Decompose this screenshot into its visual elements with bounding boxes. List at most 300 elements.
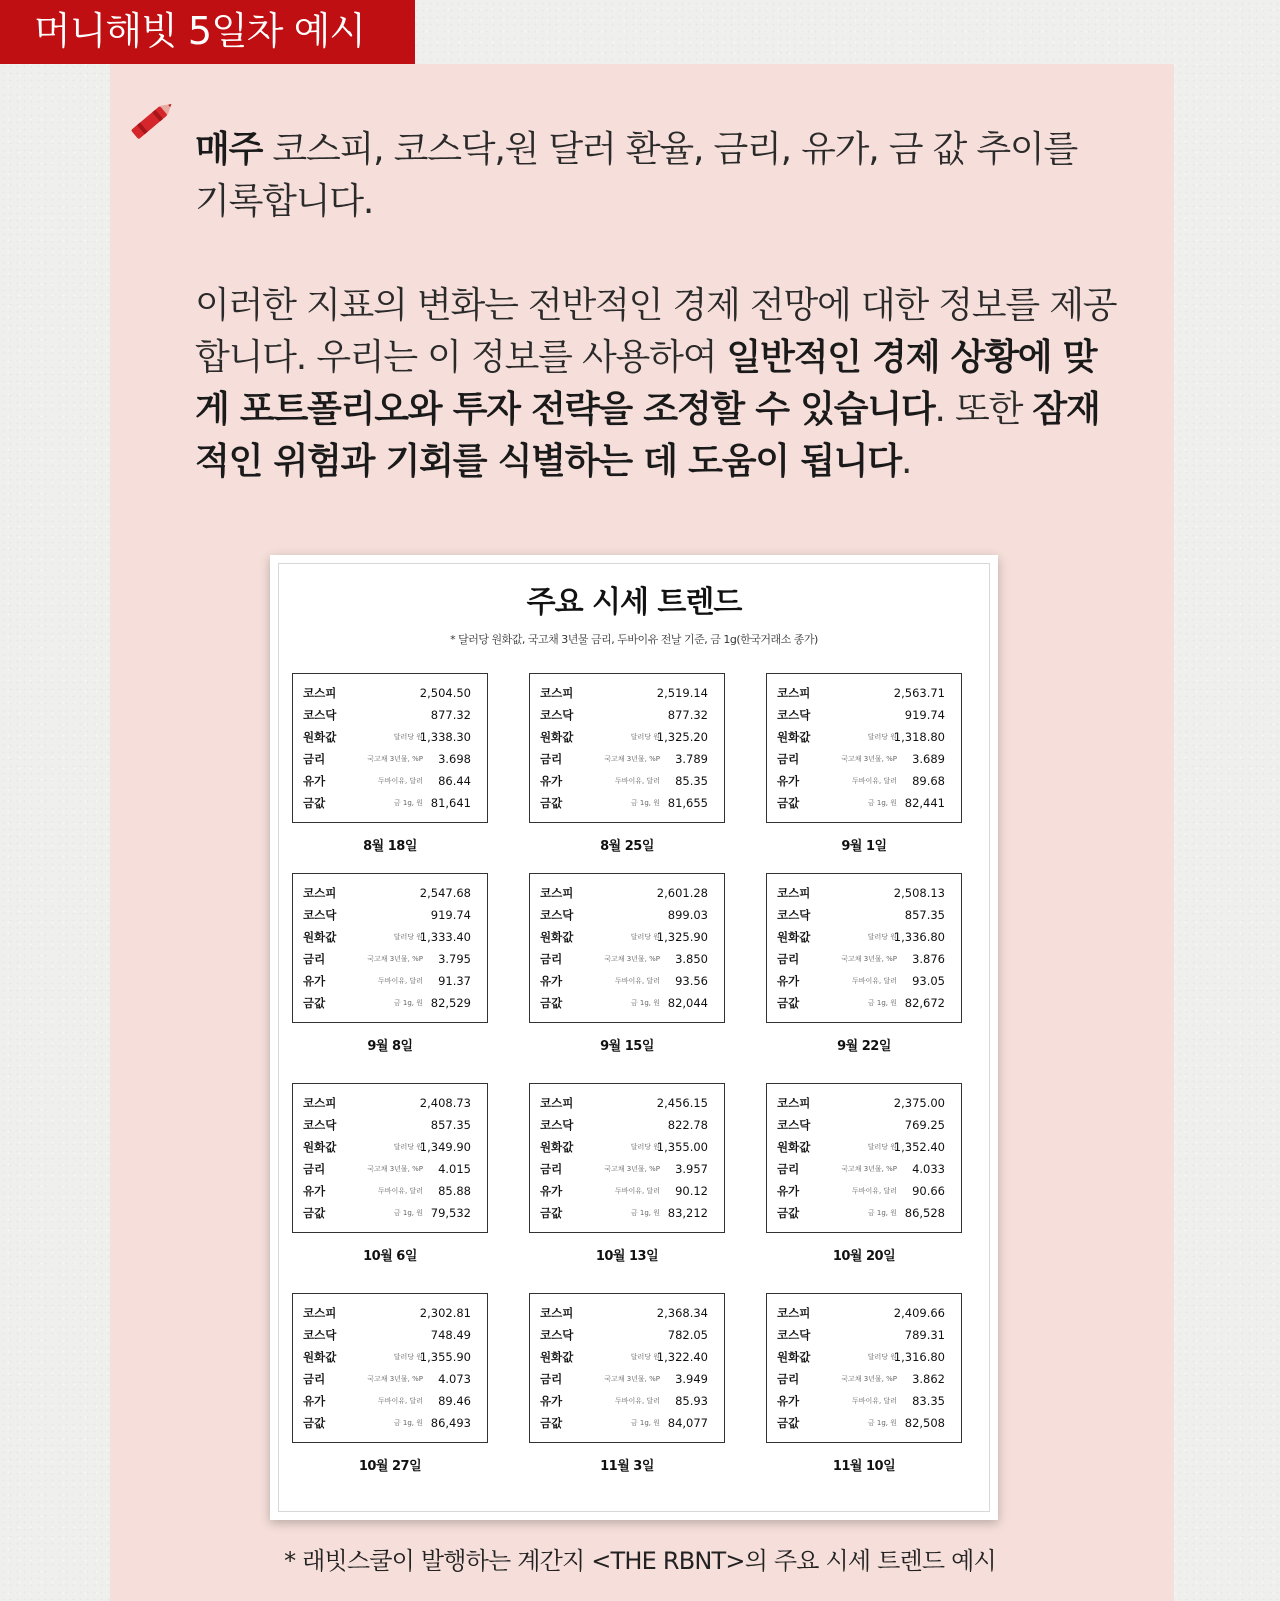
indicator-row bbox=[303, 1158, 477, 1180]
indicator-row bbox=[303, 1346, 477, 1368]
indicator-label: 코스피 bbox=[540, 686, 574, 700]
indicator-unit: 국고채 3년물, %P bbox=[604, 1165, 660, 1173]
indicator-unit: 금 1g, 원 bbox=[867, 799, 897, 807]
indicator-row bbox=[777, 970, 951, 992]
indicator-label: 코스닥 bbox=[777, 908, 811, 922]
indicator-row bbox=[540, 748, 714, 770]
week-card bbox=[766, 1293, 962, 1443]
indicator-label: 금리 bbox=[777, 952, 800, 966]
indicator-row bbox=[777, 1346, 951, 1368]
indicator-value: 82,441 bbox=[904, 796, 945, 810]
indicator-value: 1,325.90 bbox=[656, 930, 708, 944]
indicator-value: 3.949 bbox=[675, 1372, 708, 1386]
indicator-value: 1,349.90 bbox=[419, 1140, 471, 1154]
indicator-row bbox=[303, 1412, 477, 1434]
indicator-value: 3.698 bbox=[438, 752, 471, 766]
week-card bbox=[292, 873, 488, 1023]
indicator-row bbox=[777, 1368, 951, 1390]
indicator-label: 유가 bbox=[303, 974, 326, 988]
indicator-value: 2,375.00 bbox=[893, 1096, 945, 1110]
indicator-row bbox=[540, 882, 714, 904]
indicator-label: 원화값 bbox=[777, 930, 811, 944]
indicator-row bbox=[303, 1324, 477, 1346]
indicator-row bbox=[540, 1202, 714, 1224]
indicator-row bbox=[303, 1136, 477, 1158]
indicator-unit: 국고채 3년물, %P bbox=[367, 755, 423, 763]
sheet-subtitle: * 달러당 원화값, 국고채 3년물 금리, 두바이유 전날 기준, 금 1g(한국거래소 종가) bbox=[450, 633, 818, 646]
indicator-value: 1,355.90 bbox=[419, 1350, 471, 1364]
indicator-unit: 달러당 원 bbox=[393, 933, 423, 941]
indicator-label: 코스닥 bbox=[777, 1118, 811, 1132]
indicator-unit: 국고채 3년물, %P bbox=[367, 1375, 423, 1383]
week-date: 8월 18일 bbox=[363, 839, 417, 854]
indicator-value: 85.88 bbox=[438, 1184, 471, 1198]
indicator-value: 822.78 bbox=[667, 1118, 708, 1132]
indicator-value: 82,672 bbox=[904, 996, 945, 1010]
indicator-row bbox=[777, 926, 951, 948]
indicator-value: 93.56 bbox=[675, 974, 708, 988]
indicator-label: 코스피 bbox=[303, 686, 337, 700]
indicator-row bbox=[303, 1092, 477, 1114]
indicator-value: 3.850 bbox=[675, 952, 708, 966]
indicator-row bbox=[777, 1302, 951, 1324]
indicator-unit: 두바이유, 달러 bbox=[851, 1397, 897, 1405]
sheet-title: 주요 시세 트렌드 bbox=[526, 585, 742, 620]
indicator-unit: 금 1g, 원 bbox=[630, 799, 660, 807]
indicator-row bbox=[540, 1114, 714, 1136]
indicator-value: 2,409.66 bbox=[893, 1306, 945, 1320]
indicator-unit: 두바이유, 달러 bbox=[851, 1187, 897, 1195]
indicator-row bbox=[777, 770, 951, 792]
indicator-row bbox=[777, 792, 951, 814]
indicator-label: 코스닥 bbox=[540, 1328, 574, 1342]
indicator-value: 877.32 bbox=[430, 708, 471, 722]
week-card bbox=[766, 673, 962, 823]
indicator-value: 769.25 bbox=[904, 1118, 945, 1132]
indicator-value: 86,493 bbox=[430, 1416, 471, 1430]
indicator-label: 코스피 bbox=[303, 886, 337, 900]
indicator-row bbox=[777, 748, 951, 770]
indicator-value: 85.35 bbox=[675, 774, 708, 788]
indicator-label: 코스닥 bbox=[303, 908, 337, 922]
indicator-unit: 금 1g, 원 bbox=[393, 1209, 423, 1217]
indicator-label: 원화값 bbox=[303, 1350, 337, 1364]
indicator-value: 1,316.80 bbox=[893, 1350, 945, 1364]
indicator-label: 유가 bbox=[303, 1184, 326, 1198]
indicator-label: 금값 bbox=[777, 996, 800, 1010]
indicator-label: 원화값 bbox=[540, 930, 574, 944]
indicator-row bbox=[777, 1180, 951, 1202]
week-date: 10월 13일 bbox=[595, 1249, 659, 1264]
indicator-row bbox=[303, 882, 477, 904]
indicator-label: 금값 bbox=[303, 996, 326, 1010]
paragraph-1-text: 코스피, 코스닥,원 달러 환율, 금리, 유가, 금 값 추이를 기록합니다. bbox=[195, 129, 1078, 222]
indicator-row bbox=[303, 970, 477, 992]
indicator-unit: 달러당 원 bbox=[630, 733, 660, 741]
indicator-row bbox=[303, 992, 477, 1014]
indicator-value: 82,529 bbox=[430, 996, 471, 1010]
indicator-row bbox=[303, 926, 477, 948]
indicator-unit: 달러당 원 bbox=[867, 733, 897, 741]
indicator-unit: 금 1g, 원 bbox=[630, 999, 660, 1007]
indicator-value: 782.05 bbox=[667, 1328, 708, 1342]
indicator-value: 85.93 bbox=[675, 1394, 708, 1408]
indicator-label: 코스닥 bbox=[303, 1118, 337, 1132]
indicator-label: 금값 bbox=[303, 1206, 326, 1220]
indicator-unit: 국고채 3년물, %P bbox=[604, 755, 660, 763]
paragraph-2 bbox=[195, 280, 1120, 488]
indicator-label: 유가 bbox=[540, 1184, 563, 1198]
red-crayon-icon bbox=[120, 92, 180, 152]
indicator-label: 금리 bbox=[777, 1162, 800, 1176]
indicator-unit: 두바이유, 달러 bbox=[614, 1397, 660, 1405]
indicator-label: 금리 bbox=[540, 1372, 563, 1386]
indicator-label: 금리 bbox=[540, 1162, 563, 1176]
indicator-unit: 두바이유, 달러 bbox=[851, 977, 897, 985]
week-card bbox=[529, 873, 725, 1023]
week-date: 10월 20일 bbox=[832, 1249, 896, 1264]
indicator-row bbox=[777, 1114, 951, 1136]
indicator-unit: 달러당 원 bbox=[867, 1143, 897, 1151]
indicator-value: 79,532 bbox=[430, 1206, 471, 1220]
emphasis-risk: 잠재적인 위험과 기회를 식별하는 데 도움이 됩니다 bbox=[195, 389, 1100, 482]
indicator-row bbox=[540, 1368, 714, 1390]
indicator-value: 91.37 bbox=[438, 974, 471, 988]
indicator-label: 코스닥 bbox=[540, 908, 574, 922]
indicator-value: 89.68 bbox=[912, 774, 945, 788]
indicator-row bbox=[303, 1368, 477, 1390]
indicator-unit: 달러당 원 bbox=[867, 1353, 897, 1361]
indicator-value: 1,333.40 bbox=[419, 930, 471, 944]
week-date: 11월 10일 bbox=[832, 1459, 896, 1474]
indicator-value: 89.46 bbox=[438, 1394, 471, 1408]
indicator-unit: 국고채 3년물, %P bbox=[841, 1375, 897, 1383]
indicator-value: 4.015 bbox=[438, 1162, 471, 1176]
indicator-value: 2,302.81 bbox=[419, 1306, 471, 1320]
indicator-row bbox=[777, 1412, 951, 1434]
indicator-row bbox=[540, 1390, 714, 1412]
indicator-row bbox=[540, 1302, 714, 1324]
indicator-value: 3.795 bbox=[438, 952, 471, 966]
indicator-row bbox=[540, 770, 714, 792]
week-date: 9월 8일 bbox=[367, 1039, 413, 1054]
indicator-row bbox=[540, 1346, 714, 1368]
week-date: 9월 1일 bbox=[841, 839, 887, 854]
indicator-unit: 두바이유, 달러 bbox=[614, 977, 660, 985]
indicator-label: 유가 bbox=[777, 774, 800, 788]
indicator-value: 4.033 bbox=[912, 1162, 945, 1176]
indicator-unit: 국고채 3년물, %P bbox=[841, 755, 897, 763]
indicator-value: 857.35 bbox=[904, 908, 945, 922]
week-card bbox=[529, 673, 725, 823]
indicator-value: 82,044 bbox=[667, 996, 708, 1010]
indicator-row bbox=[540, 992, 714, 1014]
indicator-unit: 금 1g, 원 bbox=[393, 999, 423, 1007]
indicator-row bbox=[303, 948, 477, 970]
paragraph-2-text-c: . bbox=[900, 441, 912, 482]
indicator-label: 금리 bbox=[540, 752, 563, 766]
indicator-value: 1,325.20 bbox=[656, 730, 708, 744]
indicator-row bbox=[540, 682, 714, 704]
indicator-row bbox=[777, 882, 951, 904]
indicator-label: 코스닥 bbox=[777, 1328, 811, 1342]
indicator-label: 금값 bbox=[777, 1416, 800, 1430]
indicator-label: 코스닥 bbox=[777, 708, 811, 722]
indicator-unit: 달러당 원 bbox=[867, 933, 897, 941]
indicator-unit: 국고채 3년물, %P bbox=[841, 1165, 897, 1173]
indicator-label: 원화값 bbox=[777, 1140, 811, 1154]
indicator-value: 83.35 bbox=[912, 1394, 945, 1408]
indicator-value: 3.862 bbox=[912, 1372, 945, 1386]
indicator-value: 93.05 bbox=[912, 974, 945, 988]
indicator-label: 유가 bbox=[777, 974, 800, 988]
indicator-label: 유가 bbox=[540, 774, 563, 788]
week-card bbox=[766, 1083, 962, 1233]
indicator-unit: 두바이유, 달러 bbox=[614, 1187, 660, 1195]
indicator-row bbox=[540, 726, 714, 748]
indicator-value: 3.876 bbox=[912, 952, 945, 966]
indicator-unit: 달러당 원 bbox=[630, 1143, 660, 1151]
indicator-row bbox=[540, 1412, 714, 1434]
indicator-label: 원화값 bbox=[777, 730, 811, 744]
emphasis-weekly: 매주 bbox=[195, 129, 263, 170]
page-title: 머니해빗 5일차 예시 bbox=[34, 9, 365, 53]
indicator-label: 금리 bbox=[303, 1162, 326, 1176]
paragraph-1 bbox=[195, 124, 1120, 228]
indicator-value: 2,408.73 bbox=[419, 1096, 471, 1110]
indicator-label: 원화값 bbox=[540, 1140, 574, 1154]
indicator-unit: 금 1g, 원 bbox=[867, 1209, 897, 1217]
week-card bbox=[292, 1083, 488, 1233]
indicator-row bbox=[303, 904, 477, 926]
indicator-unit: 두바이유, 달러 bbox=[614, 777, 660, 785]
indicator-row bbox=[303, 682, 477, 704]
description-text bbox=[195, 124, 1120, 488]
indicator-row bbox=[540, 948, 714, 970]
indicator-unit: 금 1g, 원 bbox=[393, 1419, 423, 1427]
indicator-row bbox=[777, 704, 951, 726]
indicator-label: 유가 bbox=[303, 1394, 326, 1408]
indicator-unit: 국고채 3년물, %P bbox=[604, 955, 660, 963]
indicator-row bbox=[540, 1092, 714, 1114]
indicator-label: 금리 bbox=[303, 752, 326, 766]
indicator-row bbox=[303, 748, 477, 770]
indicator-unit: 금 1g, 원 bbox=[867, 999, 897, 1007]
indicator-value: 2,504.50 bbox=[419, 686, 471, 700]
indicator-unit: 두바이유, 달러 bbox=[377, 977, 423, 985]
indicator-row bbox=[777, 1158, 951, 1180]
indicator-label: 코스피 bbox=[777, 1096, 811, 1110]
emphasis-portfolio: 일반적인 경제 상황에 맞게 포트폴리오와 투자 전략을 조정할 수 있습니다 bbox=[195, 337, 1097, 430]
indicator-row bbox=[540, 1158, 714, 1180]
indicator-label: 금리 bbox=[777, 752, 800, 766]
indicator-value: 86,528 bbox=[904, 1206, 945, 1220]
indicator-unit: 달러당 원 bbox=[393, 733, 423, 741]
indicator-row bbox=[540, 904, 714, 926]
week-card bbox=[529, 1083, 725, 1233]
indicator-label: 코스피 bbox=[777, 886, 811, 900]
indicator-unit: 달러당 원 bbox=[630, 1353, 660, 1361]
indicator-unit: 금 1g, 원 bbox=[867, 1419, 897, 1427]
indicator-label: 유가 bbox=[777, 1394, 800, 1408]
indicator-label: 금리 bbox=[777, 1372, 800, 1386]
indicator-value: 748.49 bbox=[430, 1328, 471, 1342]
indicator-value: 86.44 bbox=[438, 774, 471, 788]
indicator-value: 1,355.00 bbox=[656, 1140, 708, 1154]
indicator-value: 81,641 bbox=[430, 796, 471, 810]
indicator-label: 금리 bbox=[540, 952, 563, 966]
indicator-value: 3.789 bbox=[675, 752, 708, 766]
indicator-value: 1,338.30 bbox=[419, 730, 471, 744]
indicator-row bbox=[777, 992, 951, 1014]
indicator-value: 2,368.34 bbox=[656, 1306, 708, 1320]
indicator-unit: 두바이유, 달러 bbox=[377, 1187, 423, 1195]
indicator-row bbox=[777, 948, 951, 970]
week-date: 10월 6일 bbox=[363, 1249, 417, 1264]
indicator-row bbox=[303, 770, 477, 792]
indicator-value: 2,563.71 bbox=[893, 686, 945, 700]
paragraph-2-text-a: 이러한 지표의 변화는 전반적인 경제 전망에 대한 정보를 제공합니다. 우리는 이 정보를 사용하여 bbox=[195, 285, 1117, 378]
page-title-badge bbox=[0, 0, 415, 64]
indicator-value: 82,508 bbox=[904, 1416, 945, 1430]
week-date: 10월 27일 bbox=[358, 1459, 422, 1474]
indicator-label: 코스피 bbox=[540, 1096, 574, 1110]
indicator-value: 3.689 bbox=[912, 752, 945, 766]
week-card bbox=[292, 673, 488, 823]
indicator-row bbox=[540, 970, 714, 992]
indicator-unit: 달러당 원 bbox=[630, 933, 660, 941]
indicator-label: 코스닥 bbox=[303, 1328, 337, 1342]
indicator-label: 금리 bbox=[303, 1372, 326, 1386]
indicator-row bbox=[540, 704, 714, 726]
indicator-label: 원화값 bbox=[777, 1350, 811, 1364]
indicator-row bbox=[777, 682, 951, 704]
indicator-label: 유가 bbox=[540, 1394, 563, 1408]
indicator-unit: 두바이유, 달러 bbox=[851, 777, 897, 785]
indicator-unit: 국고채 3년물, %P bbox=[367, 955, 423, 963]
indicator-label: 금값 bbox=[303, 796, 326, 810]
indicator-unit: 두바이유, 달러 bbox=[377, 777, 423, 785]
indicator-row bbox=[777, 1324, 951, 1346]
indicator-row bbox=[540, 926, 714, 948]
indicator-value: 90.12 bbox=[675, 1184, 708, 1198]
indicator-value: 84,077 bbox=[667, 1416, 708, 1430]
caption: * 래빗스쿨이 발행하는 계간지 <THE RBNT>의 주요 시세 트렌드 예시 bbox=[284, 1547, 996, 1575]
indicator-label: 금값 bbox=[777, 1206, 800, 1220]
indicator-row bbox=[303, 1302, 477, 1324]
indicator-unit: 금 1g, 원 bbox=[393, 799, 423, 807]
indicator-label: 유가 bbox=[540, 974, 563, 988]
indicator-unit: 두바이유, 달러 bbox=[377, 1397, 423, 1405]
indicator-value: 2,456.15 bbox=[656, 1096, 708, 1110]
indicator-row bbox=[303, 1114, 477, 1136]
indicator-value: 2,508.13 bbox=[893, 886, 945, 900]
week-date: 8월 25일 bbox=[600, 839, 654, 854]
indicator-value: 877.32 bbox=[667, 708, 708, 722]
indicator-unit: 금 1g, 원 bbox=[630, 1209, 660, 1217]
indicator-label: 금값 bbox=[540, 1206, 563, 1220]
market-trend-sheet bbox=[270, 555, 998, 1520]
indicator-unit: 국고채 3년물, %P bbox=[604, 1375, 660, 1383]
paragraph-2-text-b: . 또한 bbox=[934, 389, 1033, 430]
indicator-row bbox=[777, 1136, 951, 1158]
indicator-label: 원화값 bbox=[303, 1140, 337, 1154]
indicator-value: 857.35 bbox=[430, 1118, 471, 1132]
indicator-row bbox=[540, 792, 714, 814]
indicator-row bbox=[777, 1092, 951, 1114]
indicator-label: 금값 bbox=[540, 796, 563, 810]
indicator-label: 원화값 bbox=[303, 730, 337, 744]
indicator-label: 금값 bbox=[303, 1416, 326, 1430]
indicator-unit: 국고채 3년물, %P bbox=[367, 1165, 423, 1173]
indicator-row bbox=[540, 1136, 714, 1158]
indicator-value: 90.66 bbox=[912, 1184, 945, 1198]
indicator-value: 1,322.40 bbox=[656, 1350, 708, 1364]
indicator-value: 919.74 bbox=[430, 908, 471, 922]
indicator-row bbox=[540, 1324, 714, 1346]
indicator-label: 코스닥 bbox=[303, 708, 337, 722]
indicator-value: 789.31 bbox=[904, 1328, 945, 1342]
indicator-label: 코스피 bbox=[303, 1096, 337, 1110]
indicator-value: 1,336.80 bbox=[893, 930, 945, 944]
week-card bbox=[292, 1293, 488, 1443]
indicator-row bbox=[303, 1202, 477, 1224]
indicator-label: 유가 bbox=[777, 1184, 800, 1198]
indicator-unit: 달러당 원 bbox=[393, 1353, 423, 1361]
indicator-row bbox=[777, 726, 951, 748]
indicator-value: 899.03 bbox=[667, 908, 708, 922]
indicator-row bbox=[777, 1202, 951, 1224]
indicator-label: 유가 bbox=[303, 774, 326, 788]
indicator-value: 1,352.40 bbox=[893, 1140, 945, 1154]
week-date: 9월 22일 bbox=[837, 1039, 891, 1054]
indicator-value: 1,318.80 bbox=[893, 730, 945, 744]
indicator-label: 코스피 bbox=[777, 686, 811, 700]
indicator-row bbox=[303, 792, 477, 814]
indicator-label: 코스피 bbox=[777, 1306, 811, 1320]
indicator-label: 코스피 bbox=[540, 886, 574, 900]
week-date: 9월 15일 bbox=[600, 1039, 654, 1054]
indicator-label: 코스닥 bbox=[540, 708, 574, 722]
indicator-unit: 국고채 3년물, %P bbox=[841, 955, 897, 963]
indicator-row bbox=[540, 1180, 714, 1202]
indicator-value: 4.073 bbox=[438, 1372, 471, 1386]
indicator-label: 코스피 bbox=[303, 1306, 337, 1320]
indicator-label: 금값 bbox=[777, 796, 800, 810]
indicator-label: 원화값 bbox=[540, 1350, 574, 1364]
indicator-value: 3.957 bbox=[675, 1162, 708, 1176]
week-date: 11월 3일 bbox=[600, 1459, 654, 1474]
indicator-label: 금리 bbox=[303, 952, 326, 966]
indicator-label: 코스닥 bbox=[540, 1118, 574, 1132]
indicator-row bbox=[303, 726, 477, 748]
indicator-value: 2,519.14 bbox=[656, 686, 708, 700]
indicator-unit: 달러당 원 bbox=[393, 1143, 423, 1151]
indicator-value: 2,601.28 bbox=[656, 886, 708, 900]
indicator-value: 2,547.68 bbox=[419, 886, 471, 900]
indicator-label: 원화값 bbox=[540, 730, 574, 744]
week-card bbox=[766, 873, 962, 1023]
indicator-value: 83,212 bbox=[667, 1206, 708, 1220]
indicator-label: 금값 bbox=[540, 996, 563, 1010]
indicator-row bbox=[777, 904, 951, 926]
indicator-unit: 금 1g, 원 bbox=[630, 1419, 660, 1427]
indicator-label: 원화값 bbox=[303, 930, 337, 944]
indicator-row bbox=[303, 1390, 477, 1412]
week-card bbox=[529, 1293, 725, 1443]
indicator-value: 81,655 bbox=[667, 796, 708, 810]
indicator-label: 코스피 bbox=[540, 1306, 574, 1320]
